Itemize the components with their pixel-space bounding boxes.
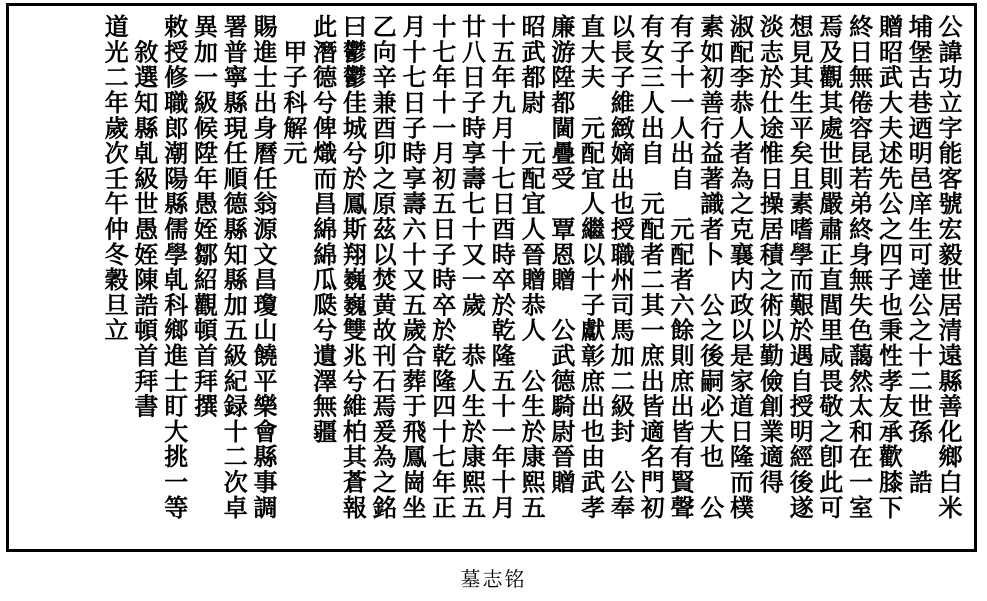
inscription-column: 甲子科解元 — [278, 14, 308, 166]
inscription-column: 有子十一人出自 元配者六餘則庶出皆有賢聲 — [665, 14, 695, 520]
inscription-column: 想見其生平矣且素嗜學而艱於遇自授明經後遂 — [785, 14, 815, 520]
inscription-column: 十五年九月十七日酉時卒於乾隆五十一年十月 — [487, 14, 517, 520]
figure-caption: 墓志铭 — [460, 567, 527, 591]
inscription-frame — [6, 3, 977, 552]
inscription-text — [98, 14, 962, 541]
inscription-column: 賜進士出身曆任翁源文昌瓊山饒平樂會縣事調 — [249, 14, 279, 520]
inscription-column: 署普寧縣現任順德縣知縣加五級紀録十二次卓 — [219, 14, 249, 520]
inscription-column: 敘選知縣𠃵級世愚姪陳誥頓首拜書 — [129, 14, 159, 419]
inscription-column: 昭武都尉 元配宜人晉贈恭人 公生於康熙五 — [517, 14, 547, 520]
inscription-column: 敕授修職郎潮陽縣儒學𠃵科鄉進士盯大挑一等 — [159, 14, 189, 520]
inscription-column: 公諱功立字能客號宏毅世居清遠縣善化鄉白米 — [934, 14, 963, 520]
inscription-column: 以長子維緻嫡出也授職州司馬加二級封 公奉 — [606, 14, 636, 520]
inscription-column: 異加一級候陞年愚姪鄒紹觀頓首拜撰 — [189, 14, 219, 419]
inscription-column: 淑配李恭人者為之克襄内政以是家道日隆而樸 — [725, 14, 755, 520]
inscription-column: 乙向辛兼酉卯之原茲以焚黄故刊石焉爰為之銘 — [368, 14, 398, 520]
inscription-column: 焉及觀其處世則嚴肅正直閭里咸畏敬之卽此可 — [814, 14, 844, 520]
inscription-column: 素如初善行益著識者卜 公之後嗣必大也 公 — [695, 14, 725, 520]
inscription-column: 此潛德兮俾熾而昌綿綿瓜瓞兮遺澤無疆 — [308, 14, 338, 445]
inscription-column: 十七年十一月初五日子時卒於乾隆四十七年正 — [427, 14, 457, 520]
inscription-column: 埔堡古巷迺明邑庠生可達公之十二世孫 誥 — [904, 14, 934, 495]
inscription-column: 贈昭武大夫述先公之四子也秉性孝友承歡膝下 — [874, 14, 904, 520]
inscription-column: 直大夫 元配宜人繼以十子獻彰庶出也由武孝 — [576, 14, 606, 520]
inscription-column: 道光二年歲次壬午仲冬穀旦立 — [100, 14, 130, 343]
inscription-column: 廉游陞都閫疊受 覃恩贈 公武德騎尉晉贈 — [546, 14, 576, 495]
inscription-column: 曰鬱鬱佳城兮於鳳斯翔巍巍雙兆兮維柏其蒼報 — [338, 14, 368, 520]
inscription-column: 廿八日子時享壽七十又一歲 恭人生於康熙五 — [457, 14, 487, 520]
inscription-column: 淡志於仕途惟日操居積之術以勤儉創業適得 — [755, 14, 785, 495]
inscription-column: 終日無倦容昆若弟終身無失色藹然太和在一室 — [844, 14, 874, 520]
inscription-column: 月十七日子時享壽六十又五歲合葬于飛鳳崗坐 — [397, 14, 427, 520]
inscription-column: 有女三人出自 元配者二其一庶出皆適名門初 — [636, 14, 666, 520]
